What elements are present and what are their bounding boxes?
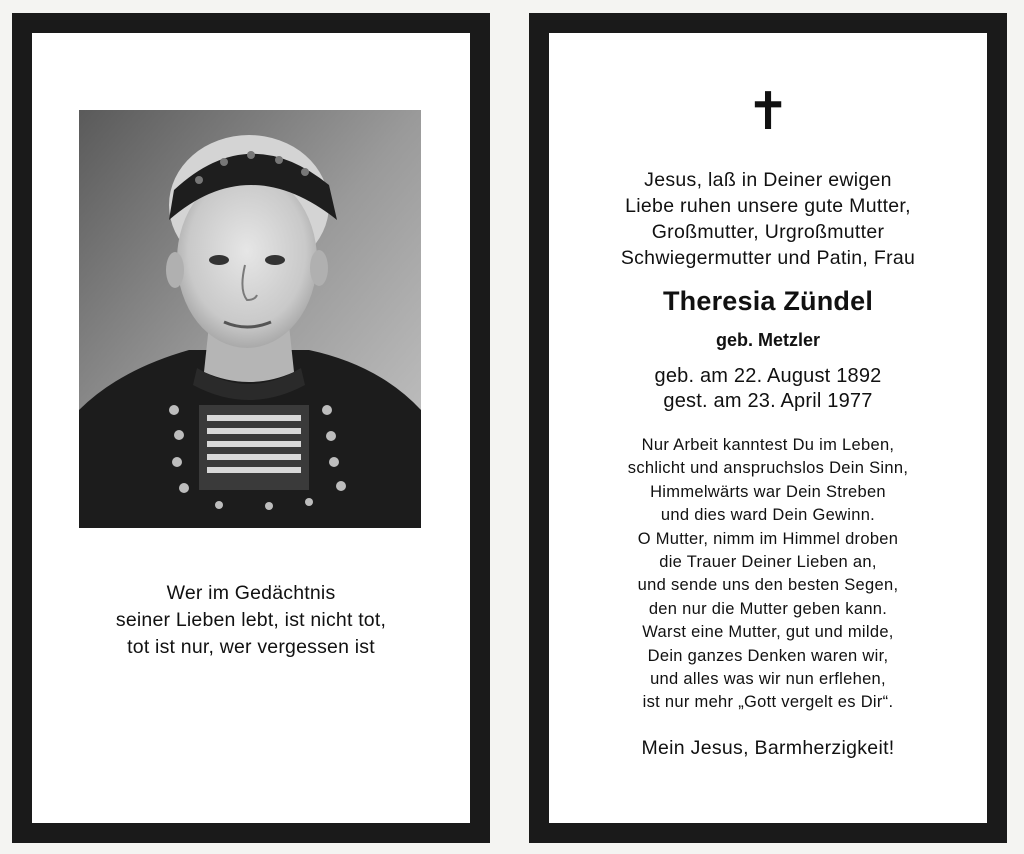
poem-line: schlicht und anspruchslos Dein Sinn, [627, 459, 909, 478]
life-dates [549, 364, 987, 414]
portrait-image [79, 110, 421, 528]
closing-prayer: Mein Jesus, Barmherzigkeit! [641, 737, 895, 759]
poem-line: ist nur mehr „Gott vergelt es Dir“. [642, 693, 894, 712]
poem-line: Dein ganzes Denken waren wir, [647, 646, 889, 665]
birth-date: geb. am 22. August 1892 [654, 365, 882, 387]
poem-line: die Trauer Deiner Lieben an, [659, 553, 877, 572]
memorial-card-left [12, 13, 490, 843]
deceased-name: Theresia Zündel [662, 286, 874, 316]
poem-line: und dies ward Dein Gewinn. [660, 506, 876, 525]
poem-line: Warst eine Mutter, gut und milde, [642, 623, 894, 642]
maiden-name: geb. Metzler [715, 330, 821, 350]
death-date: gest. am 23. April 1977 [663, 390, 873, 412]
card-inner-left [32, 33, 470, 823]
intro-line: Schwiegermutter und Patin, Frau [620, 247, 916, 269]
poem-line: Nur Arbeit kanntest Du im Leben, [641, 436, 895, 454]
portrait-photo [79, 110, 421, 528]
memorial-poem [549, 434, 987, 715]
poem-line: Himmelwärts war Dein Streben [650, 482, 886, 501]
cross-icon: ✝ [746, 82, 790, 142]
intro-line: Großmutter, Urgroßmutter [651, 221, 885, 243]
memorial-quote [32, 580, 470, 661]
intro-line: Liebe ruhen unsere gute Mutter, [625, 195, 911, 217]
card-inner-right [549, 33, 987, 823]
poem-line: und sende uns den besten Segen, [637, 576, 899, 595]
intro-text [549, 167, 987, 271]
quote-line: tot ist nur, wer vergessen ist [127, 636, 375, 658]
poem-line: O Mutter, nimm im Himmel droben [637, 529, 899, 548]
quote-line: Wer im Gedächtnis [166, 582, 336, 604]
memorial-card-right [529, 13, 1007, 843]
quote-line: seiner Lieben lebt, ist nicht tot, [115, 609, 387, 631]
poem-line: und alles was wir nun erflehen, [650, 670, 886, 689]
poem-line: den nur die Mutter geben kann. [648, 599, 888, 618]
intro-line: Jesus, laß in Deiner ewigen [644, 169, 892, 191]
